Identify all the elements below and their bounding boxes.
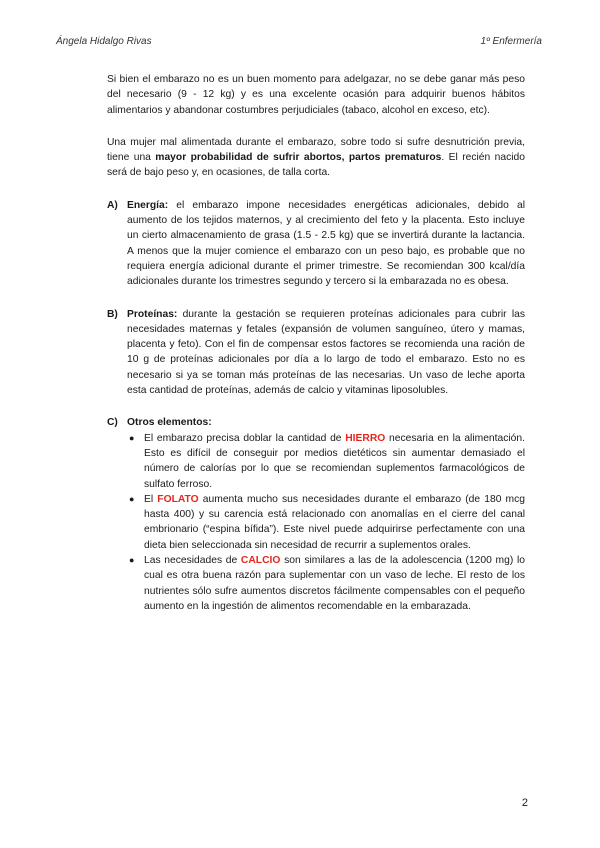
paragraph-malnutrition-bold: mayor probabilidad de sufrir abortos, partos prematuros: [155, 152, 442, 164]
bullet-iron-pre: El embarazo precisa doblar la cantidad de: [144, 432, 346, 444]
bullet-item-iron: [127, 431, 525, 492]
section-other-header: [107, 415, 525, 430]
bullet-icon: ●: [129, 555, 135, 566]
section-energy-title: Energía:: [127, 199, 169, 211]
section-other-title: Otros elementos:: [127, 417, 212, 429]
paragraph-intro: Si bien el embarazo no es un buen momento para adelgazar, no se debe ganar más peso del necesario (9 - 12 kg) y es una excelente ocasión para adquirir buenos hábitos alimentarios y abandonar costumbres perjudiciales (tabaco, alcohol en exceso, etc).: [107, 74, 525, 116]
paragraph-malnutrition-text-a: Una mujer mal alimentada durante el embarazo, sobre todo si sufre desnutrición previa, tiene una: [107, 136, 525, 164]
bullet-calcium-highlight: CALCIO: [240, 555, 281, 567]
section-energy: [107, 198, 525, 290]
section-energy-body: [127, 198, 525, 290]
paragraph-malnutrition-text-b: . El recién nacido será de bajo peso y, en ocasiones, de talla corta.: [107, 152, 525, 179]
header-course: 1º Enfermería: [480, 36, 542, 47]
bullet-calcium-post: son similares a las de la adolescencia (1200 mg) lo cual es otra buena razón para suplementar con un vaso de leche. El resto de los nutrientes sólo sufre aumentos discretos fácilmente compensables con el pequeño aumento en la ingestión de alimentos recomendable en la embarazada.: [144, 555, 525, 612]
section-other-elements: [107, 415, 525, 614]
section-proteins-body: [127, 307, 525, 399]
bullet-list: [107, 431, 525, 615]
bullet-iron-post: necesaria en la alimentación. Esto es difícil de conseguir por medios dietéticos sin aumentar demasiado el número de calorías por lo que se recomiendan suplementos farmacológicos de sulfato ferroso.: [144, 432, 525, 490]
bullet-icon: ●: [129, 493, 135, 504]
bullet-icon: ●: [129, 432, 135, 443]
section-proteins-text: durante la gestación se requieren proteínas adicionales para cubrir las necesidades maternas y fetales (expansión de volumen sanguíneo, útero y mamas, placenta y feto). Con el fin de compensar estos factores se recomienda una ración de 10 g de proteínas adicionales por día a lo largo de todo el embarazo. Esto no es necesario si ya se toman más proteínas de las necesarias. Un vaso de leche aporta esta cantidad de proteínas, además de calcio y vitaminas liposolubles.: [127, 308, 525, 397]
section-proteins-letter: B): [107, 308, 118, 320]
bullet-calcium-pre: Las necesidades de: [144, 555, 241, 567]
document-body: [107, 72, 525, 614]
bullet-item-folate: [127, 492, 525, 553]
section-proteins-title: Proteínas:: [127, 308, 178, 320]
header-author: Ángela Hidalgo Rivas: [56, 36, 152, 47]
section-proteins: [107, 307, 525, 399]
bullet-folate-highlight: FOLATO: [157, 493, 199, 505]
bullet-item-calcium: [127, 553, 525, 614]
section-other-letter: C): [107, 417, 118, 429]
section-energy-text: el embarazo impone necesidades energéticas adicionales, debido al aumento de los tejidos maternos, y al crecimiento del feto y la placenta. Esto incluye un cierto almacenamiento de grasa (1.5 - 2.5 kg) que se invertirá durante la lactancia. A menos que la mujer comience el embarazo con un peso bajo, es probable que no requiera energía adicional durante el primer trimestre. Se recomiendan 300 kcal/día adicionales durante los trimestres segundo y tercero si la embarazada no es obesa.: [127, 199, 525, 288]
paragraph-malnutrition: [107, 135, 525, 181]
bullet-iron-highlight: HIERRO: [345, 432, 386, 444]
page-number: 2: [521, 797, 528, 809]
bullet-folate-pre: El: [144, 493, 158, 505]
section-energy-letter: A): [107, 199, 118, 211]
bullet-folate-post: aumenta mucho sus necesidades durante el embarazo (de 180 mcg hasta 400) y su carencia está relacionado con anomalías en el cierre del canal embrionario (“espina bífida”). Este nivel puede adquirirse perfectamente con una dieta bien seleccionada sin necesidad de recurrir a suplementos orales.: [144, 493, 525, 551]
